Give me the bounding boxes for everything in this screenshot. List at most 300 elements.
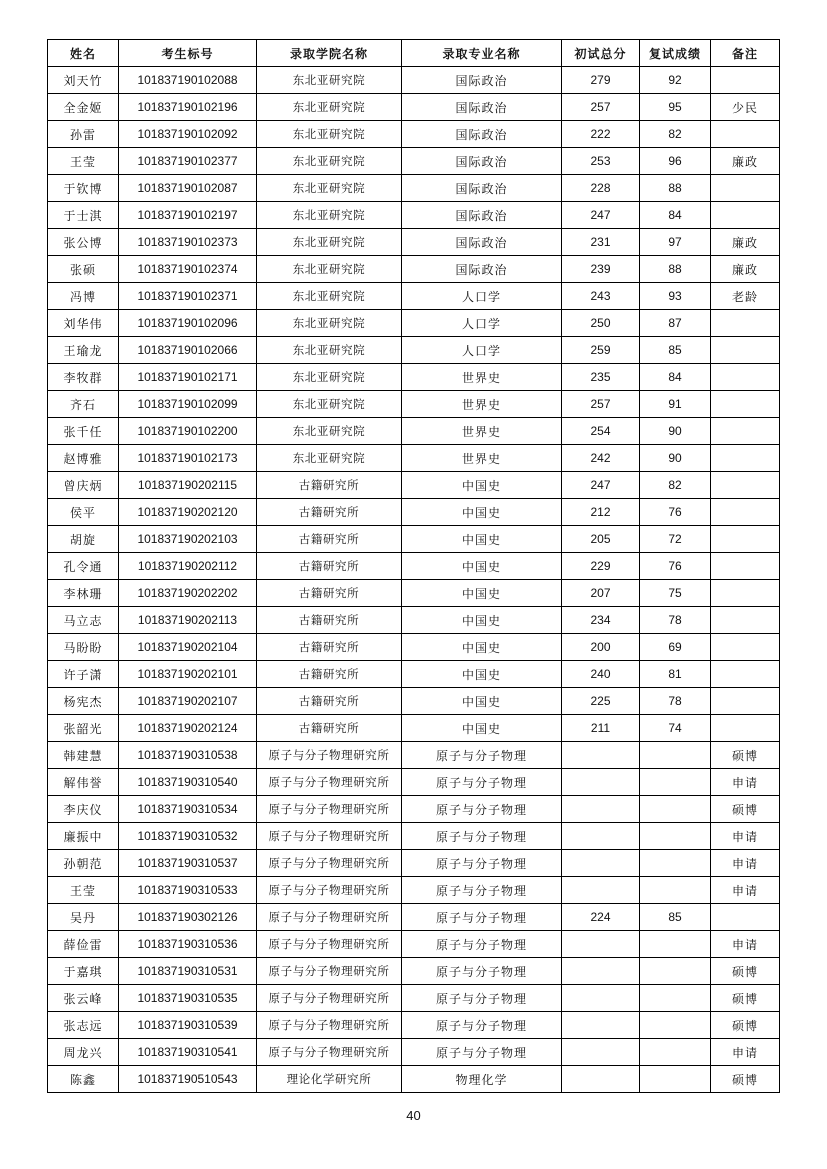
cell-major: 国际政治 — [402, 175, 562, 202]
cell-candidate-id: 101837190310533 — [119, 877, 257, 904]
cell-major: 原子与分子物理 — [402, 985, 562, 1012]
table-row — [48, 175, 780, 202]
cell-name: 李庆仪 — [48, 796, 119, 823]
cell-candidate-id: 101837190102373 — [119, 229, 257, 256]
cell-major: 原子与分子物理 — [402, 823, 562, 850]
cell-initial-score — [562, 985, 640, 1012]
cell-retest-score: 88 — [640, 256, 711, 283]
cell-major: 人口学 — [402, 310, 562, 337]
admission-table — [47, 39, 780, 1093]
cell-remarks — [711, 526, 780, 553]
cell-candidate-id: 101837190102066 — [119, 337, 257, 364]
cell-retest-score: 81 — [640, 661, 711, 688]
cell-institute: 东北亚研究院 — [257, 229, 402, 256]
table-row — [48, 364, 780, 391]
cell-institute: 东北亚研究院 — [257, 67, 402, 94]
table-row — [48, 607, 780, 634]
cell-institute: 原子与分子物理研究所 — [257, 985, 402, 1012]
cell-retest-score — [640, 823, 711, 850]
cell-major: 中国史 — [402, 472, 562, 499]
cell-initial-score: 224 — [562, 904, 640, 931]
cell-name: 于嘉琪 — [48, 958, 119, 985]
table-row — [48, 445, 780, 472]
cell-retest-score: 72 — [640, 526, 711, 553]
cell-candidate-id: 101837190102196 — [119, 94, 257, 121]
cell-remarks: 老龄 — [711, 283, 780, 310]
cell-institute: 东北亚研究院 — [257, 94, 402, 121]
table-row — [48, 634, 780, 661]
cell-name: 张韶光 — [48, 715, 119, 742]
cell-retest-score — [640, 985, 711, 1012]
cell-initial-score: 211 — [562, 715, 640, 742]
cell-initial-score: 279 — [562, 67, 640, 94]
cell-institute: 古籍研究所 — [257, 472, 402, 499]
cell-candidate-id: 101837190202103 — [119, 526, 257, 553]
cell-major: 世界史 — [402, 391, 562, 418]
cell-major: 中国史 — [402, 688, 562, 715]
cell-retest-score: 96 — [640, 148, 711, 175]
cell-remarks — [711, 337, 780, 364]
cell-remarks — [711, 310, 780, 337]
cell-institute: 东北亚研究院 — [257, 256, 402, 283]
cell-candidate-id: 101837190510543 — [119, 1066, 257, 1093]
cell-initial-score: 200 — [562, 634, 640, 661]
cell-remarks: 廉政 — [711, 256, 780, 283]
cell-retest-score — [640, 931, 711, 958]
table-header — [48, 40, 780, 67]
cell-initial-score: 212 — [562, 499, 640, 526]
cell-candidate-id: 101837190202107 — [119, 688, 257, 715]
header-row — [48, 40, 780, 67]
cell-name: 孙雷 — [48, 121, 119, 148]
cell-remarks — [711, 202, 780, 229]
cell-institute: 理论化学研究所 — [257, 1066, 402, 1093]
table-row — [48, 94, 780, 121]
cell-institute: 原子与分子物理研究所 — [257, 742, 402, 769]
cell-remarks — [711, 715, 780, 742]
cell-retest-score — [640, 769, 711, 796]
cell-initial-score — [562, 1012, 640, 1039]
table-row — [48, 418, 780, 445]
cell-major: 中国史 — [402, 499, 562, 526]
cell-institute: 原子与分子物理研究所 — [257, 823, 402, 850]
header-name: 姓名 — [48, 40, 119, 67]
cell-initial-score — [562, 958, 640, 985]
cell-major: 中国史 — [402, 661, 562, 688]
cell-retest-score: 85 — [640, 337, 711, 364]
cell-initial-score — [562, 769, 640, 796]
table-row — [48, 904, 780, 931]
header-major: 录取专业名称 — [402, 40, 562, 67]
cell-name: 赵博雅 — [48, 445, 119, 472]
table-row — [48, 688, 780, 715]
cell-remarks: 申请 — [711, 877, 780, 904]
cell-institute: 原子与分子物理研究所 — [257, 850, 402, 877]
table-row — [48, 121, 780, 148]
table-row — [48, 553, 780, 580]
table-row — [48, 1012, 780, 1039]
cell-candidate-id: 101837190202104 — [119, 634, 257, 661]
cell-name: 孔令通 — [48, 553, 119, 580]
table-row — [48, 310, 780, 337]
cell-remarks — [711, 364, 780, 391]
cell-candidate-id: 101837190102092 — [119, 121, 257, 148]
cell-candidate-id: 101837190310531 — [119, 958, 257, 985]
cell-remarks: 硕博 — [711, 1012, 780, 1039]
cell-name: 薛俭雷 — [48, 931, 119, 958]
cell-candidate-id: 101837190310535 — [119, 985, 257, 1012]
cell-major: 中国史 — [402, 553, 562, 580]
cell-retest-score: 84 — [640, 364, 711, 391]
cell-institute: 原子与分子物理研究所 — [257, 877, 402, 904]
table-row — [48, 526, 780, 553]
cell-remarks: 硕博 — [711, 796, 780, 823]
cell-candidate-id: 101837190102099 — [119, 391, 257, 418]
cell-name: 马盼盼 — [48, 634, 119, 661]
cell-candidate-id: 101837190202124 — [119, 715, 257, 742]
cell-major: 国际政治 — [402, 67, 562, 94]
cell-institute: 东北亚研究院 — [257, 148, 402, 175]
cell-retest-score: 92 — [640, 67, 711, 94]
table-row — [48, 499, 780, 526]
cell-remarks: 少民 — [711, 94, 780, 121]
cell-institute: 原子与分子物理研究所 — [257, 904, 402, 931]
cell-major: 世界史 — [402, 364, 562, 391]
table-row — [48, 796, 780, 823]
cell-initial-score — [562, 823, 640, 850]
cell-institute: 东北亚研究院 — [257, 121, 402, 148]
cell-retest-score — [640, 877, 711, 904]
cell-remarks — [711, 418, 780, 445]
cell-name: 杨宪杰 — [48, 688, 119, 715]
cell-retest-score: 87 — [640, 310, 711, 337]
cell-name: 廉振中 — [48, 823, 119, 850]
cell-candidate-id: 101837190202115 — [119, 472, 257, 499]
cell-institute: 东北亚研究院 — [257, 337, 402, 364]
cell-institute: 东北亚研究院 — [257, 364, 402, 391]
cell-candidate-id: 101837190102371 — [119, 283, 257, 310]
cell-retest-score: 84 — [640, 202, 711, 229]
cell-retest-score: 76 — [640, 499, 711, 526]
cell-initial-score: 243 — [562, 283, 640, 310]
cell-retest-score: 82 — [640, 121, 711, 148]
cell-initial-score: 257 — [562, 391, 640, 418]
cell-candidate-id: 101837190310537 — [119, 850, 257, 877]
cell-institute: 东北亚研究院 — [257, 445, 402, 472]
cell-retest-score: 97 — [640, 229, 711, 256]
cell-candidate-id: 101837190310540 — [119, 769, 257, 796]
cell-initial-score: 234 — [562, 607, 640, 634]
cell-major: 国际政治 — [402, 202, 562, 229]
cell-initial-score — [562, 931, 640, 958]
cell-remarks — [711, 688, 780, 715]
cell-major: 原子与分子物理 — [402, 958, 562, 985]
table-row — [48, 1066, 780, 1093]
cell-initial-score: 257 — [562, 94, 640, 121]
table-row — [48, 472, 780, 499]
cell-initial-score: 235 — [562, 364, 640, 391]
cell-name: 张公博 — [48, 229, 119, 256]
cell-remarks — [711, 661, 780, 688]
cell-institute: 东北亚研究院 — [257, 418, 402, 445]
cell-name: 张硕 — [48, 256, 119, 283]
cell-retest-score: 78 — [640, 607, 711, 634]
cell-name: 刘华伟 — [48, 310, 119, 337]
cell-name: 马立志 — [48, 607, 119, 634]
cell-institute: 原子与分子物理研究所 — [257, 958, 402, 985]
cell-remarks: 申请 — [711, 769, 780, 796]
cell-institute: 东北亚研究院 — [257, 391, 402, 418]
cell-institute: 古籍研究所 — [257, 580, 402, 607]
cell-retest-score: 90 — [640, 445, 711, 472]
cell-candidate-id: 101837190310541 — [119, 1039, 257, 1066]
cell-major: 中国史 — [402, 526, 562, 553]
cell-candidate-id: 101837190102096 — [119, 310, 257, 337]
cell-major: 中国史 — [402, 580, 562, 607]
table-row — [48, 580, 780, 607]
cell-initial-score — [562, 796, 640, 823]
cell-initial-score: 225 — [562, 688, 640, 715]
cell-retest-score: 95 — [640, 94, 711, 121]
cell-retest-score — [640, 1012, 711, 1039]
cell-institute: 古籍研究所 — [257, 634, 402, 661]
cell-institute: 古籍研究所 — [257, 715, 402, 742]
cell-retest-score: 78 — [640, 688, 711, 715]
cell-major: 人口学 — [402, 283, 562, 310]
cell-initial-score: 239 — [562, 256, 640, 283]
cell-remarks — [711, 499, 780, 526]
cell-retest-score: 93 — [640, 283, 711, 310]
cell-candidate-id: 101837190202120 — [119, 499, 257, 526]
table-row — [48, 742, 780, 769]
table-row — [48, 256, 780, 283]
cell-candidate-id: 101837190102088 — [119, 67, 257, 94]
cell-initial-score: 222 — [562, 121, 640, 148]
cell-name: 张云峰 — [48, 985, 119, 1012]
cell-initial-score — [562, 1039, 640, 1066]
cell-name: 齐石 — [48, 391, 119, 418]
cell-retest-score: 82 — [640, 472, 711, 499]
cell-retest-score: 90 — [640, 418, 711, 445]
cell-name: 曾庆炳 — [48, 472, 119, 499]
cell-major: 中国史 — [402, 634, 562, 661]
cell-candidate-id: 101837190202202 — [119, 580, 257, 607]
table-row — [48, 1039, 780, 1066]
cell-name: 陈鑫 — [48, 1066, 119, 1093]
cell-institute: 原子与分子物理研究所 — [257, 796, 402, 823]
cell-remarks — [711, 607, 780, 634]
page-number: 40 — [406, 1108, 421, 1123]
table-row — [48, 283, 780, 310]
cell-retest-score: 69 — [640, 634, 711, 661]
cell-initial-score: 254 — [562, 418, 640, 445]
cell-institute: 古籍研究所 — [257, 661, 402, 688]
cell-retest-score — [640, 850, 711, 877]
cell-initial-score — [562, 850, 640, 877]
cell-institute: 古籍研究所 — [257, 526, 402, 553]
cell-name: 王瑜龙 — [48, 337, 119, 364]
cell-name: 张千任 — [48, 418, 119, 445]
table-row — [48, 715, 780, 742]
cell-institute: 东北亚研究院 — [257, 175, 402, 202]
table-row — [48, 391, 780, 418]
cell-remarks: 廉政 — [711, 148, 780, 175]
cell-remarks: 硕博 — [711, 1066, 780, 1093]
cell-retest-score — [640, 958, 711, 985]
cell-major: 国际政治 — [402, 229, 562, 256]
cell-retest-score: 75 — [640, 580, 711, 607]
cell-major: 国际政治 — [402, 94, 562, 121]
cell-remarks — [711, 580, 780, 607]
cell-major: 原子与分子物理 — [402, 877, 562, 904]
cell-retest-score: 91 — [640, 391, 711, 418]
cell-remarks — [711, 553, 780, 580]
cell-institute: 古籍研究所 — [257, 553, 402, 580]
cell-retest-score — [640, 796, 711, 823]
header-institute: 录取学院名称 — [257, 40, 402, 67]
cell-remarks: 申请 — [711, 931, 780, 958]
table-row — [48, 958, 780, 985]
cell-initial-score: 207 — [562, 580, 640, 607]
cell-remarks: 申请 — [711, 823, 780, 850]
table-row — [48, 661, 780, 688]
cell-major: 原子与分子物理 — [402, 904, 562, 931]
header-initial-score: 初试总分 — [562, 40, 640, 67]
cell-candidate-id: 101837190102171 — [119, 364, 257, 391]
cell-initial-score: 247 — [562, 202, 640, 229]
cell-candidate-id: 101837190102377 — [119, 148, 257, 175]
cell-remarks — [711, 904, 780, 931]
cell-name: 孙朝范 — [48, 850, 119, 877]
cell-name: 解伟誉 — [48, 769, 119, 796]
cell-remarks — [711, 175, 780, 202]
cell-institute: 东北亚研究院 — [257, 310, 402, 337]
cell-initial-score — [562, 877, 640, 904]
cell-name: 李林珊 — [48, 580, 119, 607]
cell-major: 原子与分子物理 — [402, 769, 562, 796]
cell-institute: 古籍研究所 — [257, 688, 402, 715]
cell-initial-score — [562, 742, 640, 769]
cell-retest-score — [640, 1066, 711, 1093]
cell-institute: 东北亚研究院 — [257, 283, 402, 310]
cell-name: 刘天竹 — [48, 67, 119, 94]
table-row — [48, 769, 780, 796]
cell-institute: 原子与分子物理研究所 — [257, 1012, 402, 1039]
cell-candidate-id: 101837190202101 — [119, 661, 257, 688]
cell-name: 王莹 — [48, 877, 119, 904]
cell-candidate-id: 101837190202113 — [119, 607, 257, 634]
cell-remarks: 申请 — [711, 850, 780, 877]
cell-major: 中国史 — [402, 607, 562, 634]
cell-major: 世界史 — [402, 418, 562, 445]
table-row — [48, 229, 780, 256]
table-row — [48, 823, 780, 850]
table-row — [48, 985, 780, 1012]
cell-major: 中国史 — [402, 715, 562, 742]
table-row — [48, 148, 780, 175]
cell-major: 物理化学 — [402, 1066, 562, 1093]
cell-name: 于士淇 — [48, 202, 119, 229]
cell-candidate-id: 101837190310539 — [119, 1012, 257, 1039]
cell-candidate-id: 101837190310536 — [119, 931, 257, 958]
cell-major: 原子与分子物理 — [402, 796, 562, 823]
cell-institute: 东北亚研究院 — [257, 202, 402, 229]
cell-name: 许子潇 — [48, 661, 119, 688]
cell-candidate-id: 101837190310532 — [119, 823, 257, 850]
cell-institute: 原子与分子物理研究所 — [257, 1039, 402, 1066]
cell-name: 张志远 — [48, 1012, 119, 1039]
cell-candidate-id: 101837190102087 — [119, 175, 257, 202]
cell-initial-score: 205 — [562, 526, 640, 553]
cell-retest-score — [640, 1039, 711, 1066]
cell-major: 原子与分子物理 — [402, 1039, 562, 1066]
cell-initial-score: 242 — [562, 445, 640, 472]
cell-candidate-id: 101837190310538 — [119, 742, 257, 769]
cell-remarks — [711, 445, 780, 472]
cell-candidate-id: 101837190302126 — [119, 904, 257, 931]
cell-name: 李牧群 — [48, 364, 119, 391]
cell-retest-score — [640, 742, 711, 769]
table-row — [48, 337, 780, 364]
cell-remarks — [711, 634, 780, 661]
header-retest-score: 复试成绩 — [640, 40, 711, 67]
cell-remarks: 硕博 — [711, 985, 780, 1012]
table-row — [48, 67, 780, 94]
cell-name: 韩建慧 — [48, 742, 119, 769]
cell-candidate-id: 101837190102374 — [119, 256, 257, 283]
cell-remarks — [711, 67, 780, 94]
cell-institute: 原子与分子物理研究所 — [257, 769, 402, 796]
cell-remarks: 申请 — [711, 1039, 780, 1066]
cell-candidate-id: 101837190202112 — [119, 553, 257, 580]
cell-institute: 原子与分子物理研究所 — [257, 931, 402, 958]
cell-name: 侯平 — [48, 499, 119, 526]
cell-candidate-id: 101837190102200 — [119, 418, 257, 445]
cell-major: 原子与分子物理 — [402, 850, 562, 877]
cell-remarks: 廉政 — [711, 229, 780, 256]
cell-initial-score: 259 — [562, 337, 640, 364]
cell-institute: 古籍研究所 — [257, 607, 402, 634]
table-row — [48, 202, 780, 229]
header-remarks: 备注 — [711, 40, 780, 67]
cell-initial-score: 253 — [562, 148, 640, 175]
cell-initial-score: 250 — [562, 310, 640, 337]
cell-name: 吴丹 — [48, 904, 119, 931]
cell-remarks — [711, 121, 780, 148]
cell-retest-score: 88 — [640, 175, 711, 202]
table-row — [48, 850, 780, 877]
cell-name: 全金姬 — [48, 94, 119, 121]
table-row — [48, 931, 780, 958]
cell-remarks — [711, 391, 780, 418]
cell-major: 原子与分子物理 — [402, 931, 562, 958]
cell-remarks: 硕博 — [711, 742, 780, 769]
cell-initial-score: 231 — [562, 229, 640, 256]
cell-candidate-id: 101837190102173 — [119, 445, 257, 472]
cell-initial-score: 229 — [562, 553, 640, 580]
cell-major: 国际政治 — [402, 256, 562, 283]
cell-candidate-id: 101837190102197 — [119, 202, 257, 229]
cell-major: 原子与分子物理 — [402, 1012, 562, 1039]
cell-candidate-id: 101837190310534 — [119, 796, 257, 823]
cell-major: 世界史 — [402, 445, 562, 472]
table-row — [48, 877, 780, 904]
cell-initial-score — [562, 1066, 640, 1093]
cell-initial-score: 240 — [562, 661, 640, 688]
cell-retest-score: 76 — [640, 553, 711, 580]
cell-name: 于钦博 — [48, 175, 119, 202]
cell-retest-score: 74 — [640, 715, 711, 742]
